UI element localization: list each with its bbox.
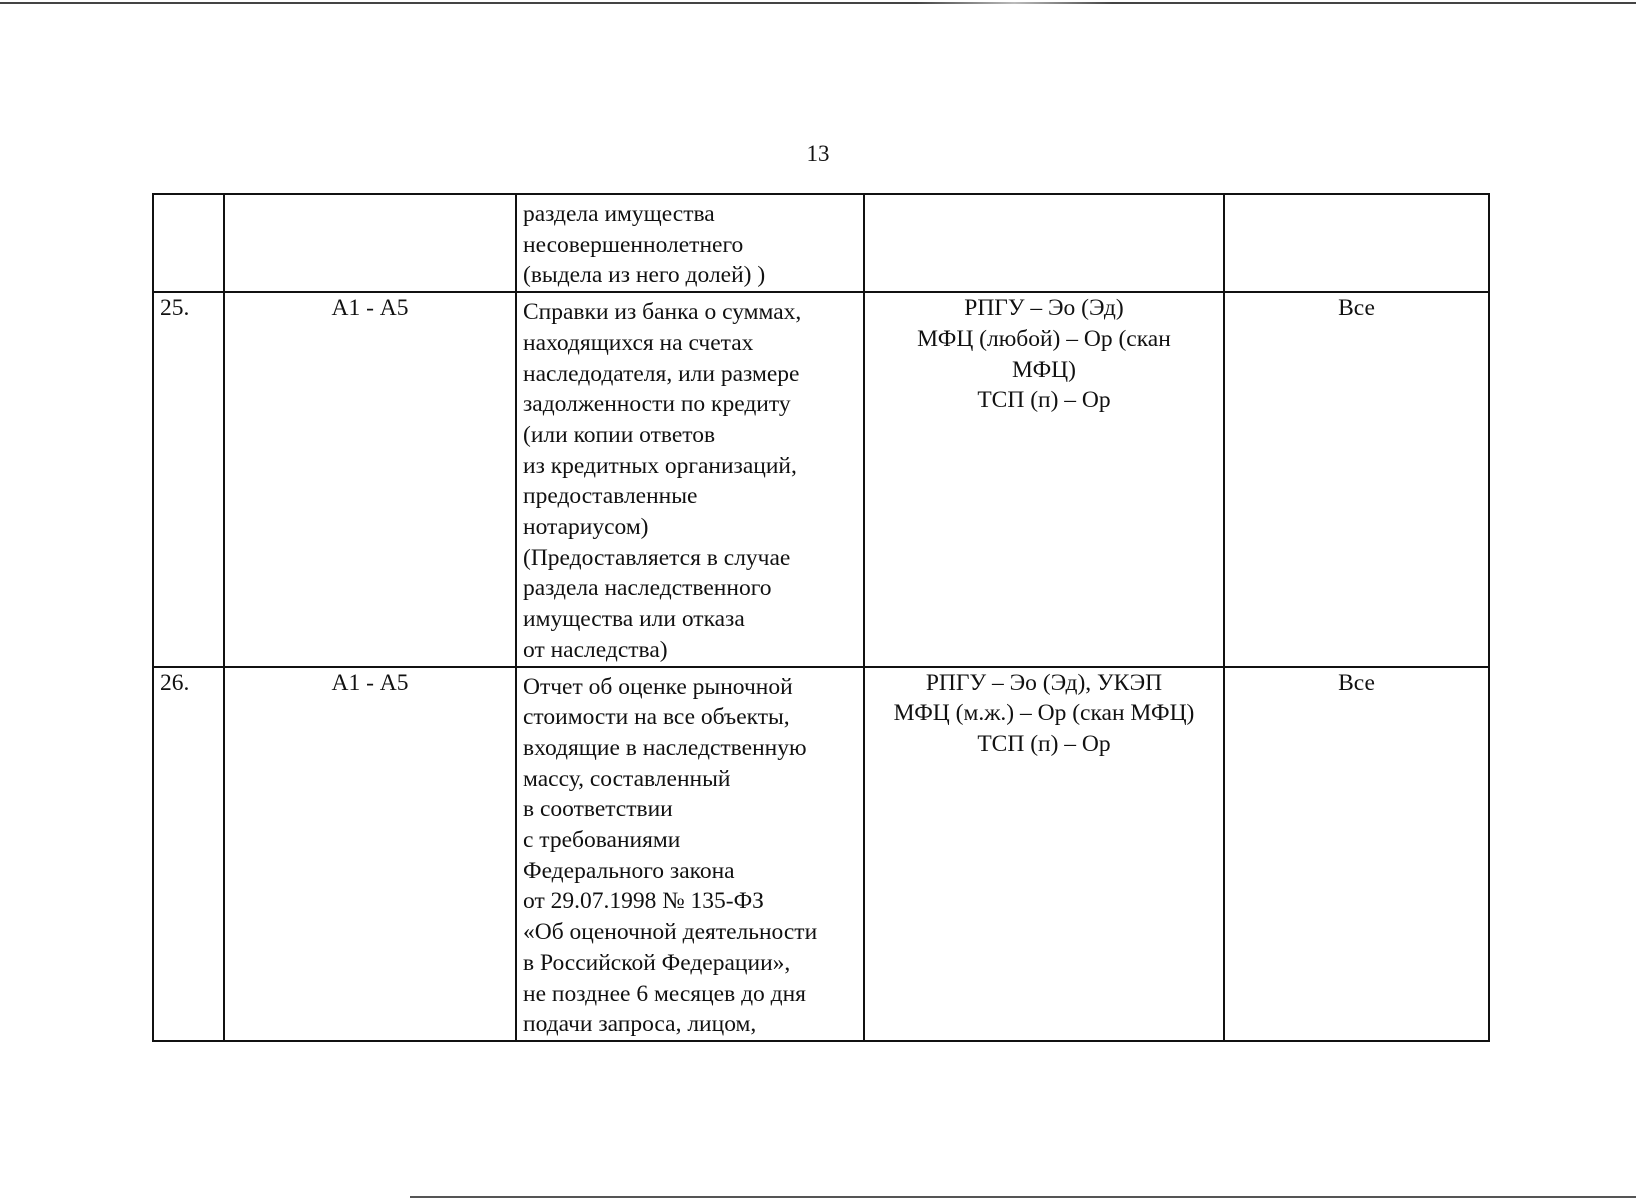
channel-line: ТСП (п) – Ор — [977, 387, 1111, 414]
document-line: несовершеннолетнего — [523, 231, 744, 258]
channel-line: МФЦ) — [1012, 356, 1076, 383]
document-description-cell — [516, 194, 864, 292]
document-line: из кредитных организаций, — [523, 452, 797, 479]
scan-edge-top — [0, 2, 1636, 4]
document-line: (или копии ответов — [523, 421, 716, 448]
document-line: массу, составленный — [523, 765, 731, 792]
document-line: имущества или отказа — [523, 606, 745, 633]
document-line: стоимости на все объекты, — [523, 704, 790, 731]
table-row — [153, 194, 1489, 292]
applicants-cell — [1224, 194, 1489, 292]
submission-channel-cell — [864, 292, 1224, 666]
applicants-cell: Все — [1224, 667, 1489, 1041]
document-line: (Предоставляется в случае — [523, 544, 791, 571]
channel-line: РПГУ – Эо (Эд) — [964, 295, 1124, 322]
page-number: 13 — [806, 141, 830, 166]
document-line: входящие в наследственную — [523, 734, 807, 761]
submission-channel-cell — [864, 667, 1224, 1041]
document-line: подачи запроса, лицом, — [523, 1011, 757, 1038]
channel-line: РПГУ – Эо (Эд), УКЭП — [925, 669, 1163, 696]
row-number-cell — [153, 194, 224, 292]
table-row — [153, 292, 1489, 666]
document-description-cell — [516, 292, 864, 666]
document-line: находящихся на счетах — [523, 329, 754, 356]
row-number-cell: 26. — [153, 667, 224, 1041]
document-line: наследодателя, или размере — [523, 360, 800, 387]
document-line: раздела наследственного — [523, 575, 772, 602]
documents-table — [152, 193, 1490, 1042]
document-line: нотариусом) — [523, 514, 649, 541]
document-line: в Российской Федерации», — [523, 949, 791, 976]
table-row — [153, 667, 1489, 1041]
submission-channel-cell — [864, 194, 1224, 292]
document-line: от 29.07.1998 № 135-ФЗ — [523, 888, 764, 915]
applicants-cell: Все — [1224, 292, 1489, 666]
document-line: от наследства) — [523, 636, 668, 663]
document-line: задолженности по кредиту — [523, 391, 791, 418]
document-line: раздела имущества — [523, 201, 715, 227]
document-line: не позднее 6 месяцев до дня — [523, 980, 806, 1007]
row-number-cell: 25. — [153, 292, 224, 666]
document-line: в соответствии — [523, 796, 673, 823]
applicant-code-cell: А1 - А5 — [224, 292, 516, 666]
scan-edge-bottom — [410, 1196, 1636, 1198]
document-line: Справки из банка о суммах, — [523, 299, 802, 326]
document-description-cell — [516, 667, 864, 1041]
channel-line: МФЦ (любой) – Ор (скан — [917, 325, 1171, 352]
applicant-code-cell: А1 - А5 — [224, 667, 516, 1041]
document-line: предоставленные — [523, 483, 698, 510]
document-line: с требованиями — [523, 827, 681, 854]
document-line: Федерального закона — [523, 857, 735, 884]
document-line: (выдела из него долей) ) — [523, 262, 766, 289]
document-line: Отчет об оценке рыночной — [523, 673, 793, 700]
document-line: «Об оценочной деятельности — [523, 919, 818, 946]
channel-line: ТСП (п) – Ор — [977, 730, 1111, 757]
channel-line: МФЦ (м.ж.) – Ор (скан МФЦ) — [893, 700, 1195, 727]
applicant-code-cell — [224, 194, 516, 292]
